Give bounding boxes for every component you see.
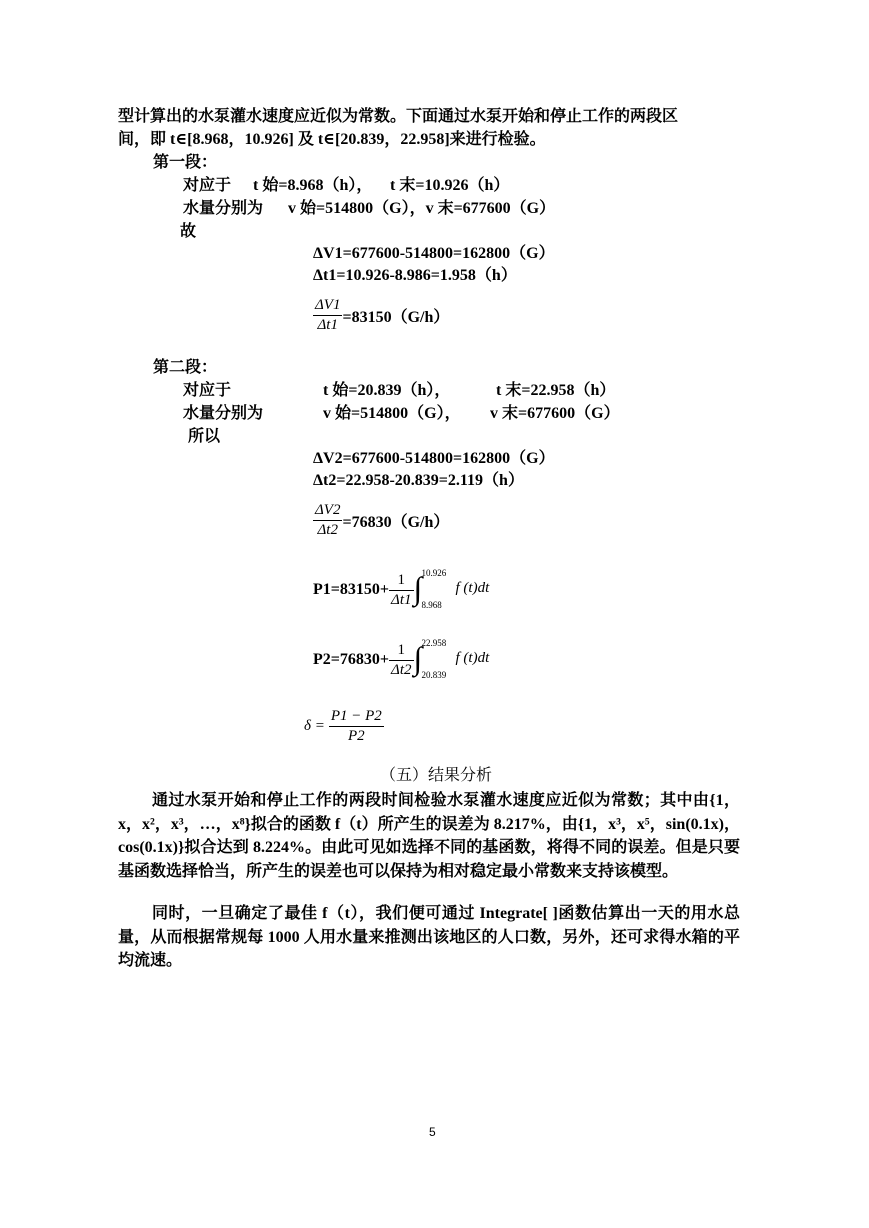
p2-formula	[313, 638, 490, 680]
delta-fraction	[329, 708, 384, 745]
segment1-vol-label: 水量分别为	[183, 200, 264, 217]
p2-upper-limit: 22.958	[421, 638, 447, 648]
analysis-paragraph-1: 通过水泵开始和停止工作的两段时间检验水泵灌水速度应近似为常数；其中由{1，x，x²，x³，…，x⁸}拟合的函数 f（t）所产生的误差为 8.217%，由{1，x³，x⁵，sin(0.1x)，cos(0.1x)}拟合达到 8.224%。由此可见如选择不同的基函数，将得不同的误差。但是只要基函数选择恰当，所产生的误差也可以保持为相对稳定最小常数来支持该模型。	[118, 792, 740, 880]
segment2-delta-t: Δt2=22.958-20.839=2.119（h）	[313, 472, 524, 489]
segment1-heading: 第一段：	[153, 154, 218, 171]
segment2-t-end: t 末=22.958（h）	[496, 382, 616, 399]
p1-integral	[413, 568, 490, 610]
delta-formula	[304, 708, 384, 745]
segment2-time-label: 对应于	[183, 382, 232, 399]
p2-fraction	[389, 642, 413, 679]
segment1-delta-v: ΔV1=677600-514800=162800（G）	[313, 245, 555, 262]
segment2-rate-formula	[313, 502, 449, 539]
p2-lower-limit: 20.839	[421, 670, 447, 680]
p1-integrand: f (t)dt	[455, 580, 490, 596]
segment1-v-values: v 始=514800（G），v 末=677600（G）	[288, 200, 556, 217]
p1-fraction	[389, 572, 413, 609]
segment2-rate-value: =76830（G/h）	[342, 514, 450, 531]
segment2-heading: 第二段：	[153, 359, 218, 376]
p1-fraction-denominator: Δt1	[391, 591, 412, 608]
segment2-vol-label: 水量分别为	[183, 405, 264, 422]
p2-lhs: P2=76830+	[313, 651, 390, 668]
p2-integral	[413, 638, 490, 680]
segment2-t-start: t 始=20.839（h），	[323, 382, 451, 399]
segment2-v-end: v 末=677600（G）	[490, 405, 620, 422]
segment2-rate-fraction	[313, 502, 342, 539]
intro-line-2: 间，即 t∈[8.968，10.926] 及 t∈[20.839，22.958]来进行检验。	[118, 131, 546, 148]
p2-integrand: f (t)dt	[455, 650, 490, 666]
segment2-delta-v: ΔV2=677600-514800=162800（G）	[313, 450, 555, 467]
segment1-delta-t: Δt1=10.926-8.986=1.958（h）	[313, 267, 517, 284]
delta-numerator: P1 − P2	[329, 708, 384, 727]
segment1-time-label: 对应于	[183, 177, 232, 194]
intro-line-1: 型计算出的水泵灌水速度应近似为常数。下面通过水泵开始和停止工作的两段区	[118, 108, 679, 125]
integral-sign: ∫	[413, 640, 423, 676]
segment2-v-start: v 始=514800（G），	[323, 405, 461, 422]
segment1-rate-numerator: ΔV1	[313, 297, 342, 316]
segment1-t-end: t 末=10.926（h）	[390, 177, 510, 194]
segment2-conclusion: 所以	[188, 428, 221, 445]
delta-denominator: P2	[348, 728, 365, 744]
p2-fraction-numerator: 1	[389, 642, 413, 661]
segment1-rate-denominator: Δt1	[317, 317, 338, 333]
segment1-rate-fraction	[313, 297, 342, 334]
p1-upper-limit: 10.926	[421, 568, 447, 578]
page-number: 5	[429, 1125, 436, 1139]
p1-formula	[313, 568, 490, 610]
integral-sign: ∫	[413, 570, 423, 606]
segment2-rate-denominator: Δt2	[317, 522, 338, 538]
p1-lhs: P1=83150+	[313, 581, 390, 598]
p1-fraction-numerator: 1	[389, 572, 413, 591]
segment1-rate-value: =83150（G/h）	[342, 309, 450, 326]
segment1-conclusion: 故	[180, 223, 197, 240]
segment1-rate-formula	[313, 297, 449, 334]
p1-lower-limit: 8.968	[421, 600, 442, 610]
section-title: （五）结果分析	[380, 767, 493, 784]
p2-fraction-denominator: Δt2	[391, 661, 412, 678]
delta-lhs: δ =	[304, 718, 325, 734]
segment2-rate-numerator: ΔV2	[313, 502, 342, 521]
segment1-t-start: t 始=8.968（h），	[253, 177, 373, 194]
analysis-paragraph-2: 同时，一旦确定了最佳 f（t），我们便可通过 Integrate[ ]函数估算出一天的用水总量，从而根据常规每 1000 人用水量来推测出该地区的人口数，另外，还可求得水箱的平均流速。	[118, 905, 740, 969]
